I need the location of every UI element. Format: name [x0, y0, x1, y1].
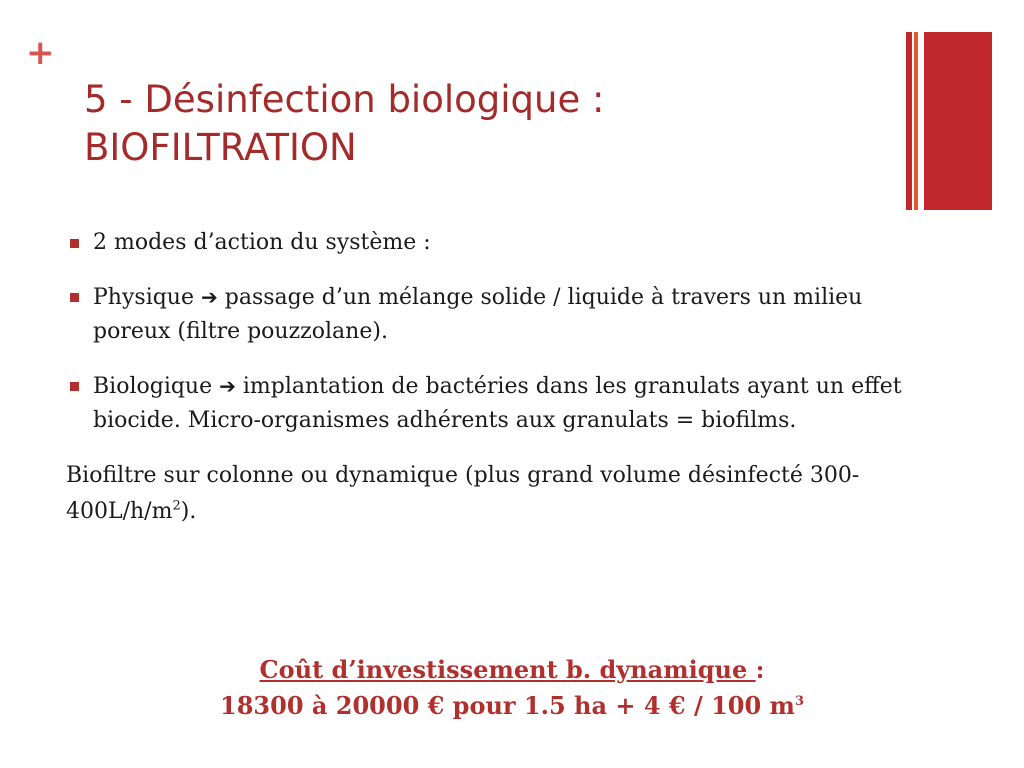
decorative-bar-thin-orange — [914, 32, 918, 210]
decorative-bar-thick-red — [924, 32, 992, 210]
bullet-lead: Biologique — [93, 374, 213, 399]
slide-body — [66, 226, 906, 530]
paragraph-text: Biofiltre sur colonne ou dynamique (plus grand volume désinfecté 300-400L/h/m — [66, 463, 860, 524]
bullet-text: passage d’un mélange solide / liquide à travers un milieu poreux (filtre pouzzolane). — [93, 285, 863, 344]
cost-colon: : — [755, 655, 765, 684]
bullet-text: 2 modes d’action du système : — [93, 230, 431, 255]
slide-title-line1: 5 - Désinfection biologique : — [84, 78, 605, 121]
investment-cost — [0, 652, 1024, 724]
bullet-lead: Physique — [93, 285, 194, 310]
cost-superscript: 3 — [794, 694, 804, 709]
paragraph-superscript: 2 — [172, 498, 181, 514]
bullet-square-icon — [70, 293, 79, 302]
cost-label: Coût d’investissement b. dynamique — [259, 655, 756, 684]
slide-title-line2: BIOFILTRATION — [84, 126, 357, 169]
cost-heading — [0, 652, 1024, 688]
decorative-bar-thin-red — [906, 32, 912, 210]
slide-title — [84, 76, 864, 172]
bullet-text: implantation de bactéries dans les granulats ayant un effet biocide. Micro-organismes adhérents aux granulats = biofilms. — [93, 374, 902, 433]
paragraph-text-end: ). — [180, 499, 197, 524]
slide-plus-sign: + — [26, 33, 55, 73]
biofilter-paragraph — [66, 458, 906, 530]
bullet-square-icon — [70, 382, 79, 391]
bullet-physique — [66, 280, 906, 349]
bullet-biologique — [66, 369, 906, 438]
cost-value: 18300 à 20000 € pour 1.5 ha + 4 € / 100 m — [220, 691, 795, 720]
arrow-right-icon: ➔ — [201, 285, 218, 309]
bullet-modes — [66, 226, 906, 260]
bullet-square-icon — [70, 239, 79, 248]
cost-value-line — [0, 688, 1024, 724]
arrow-right-icon: ➔ — [219, 374, 236, 398]
